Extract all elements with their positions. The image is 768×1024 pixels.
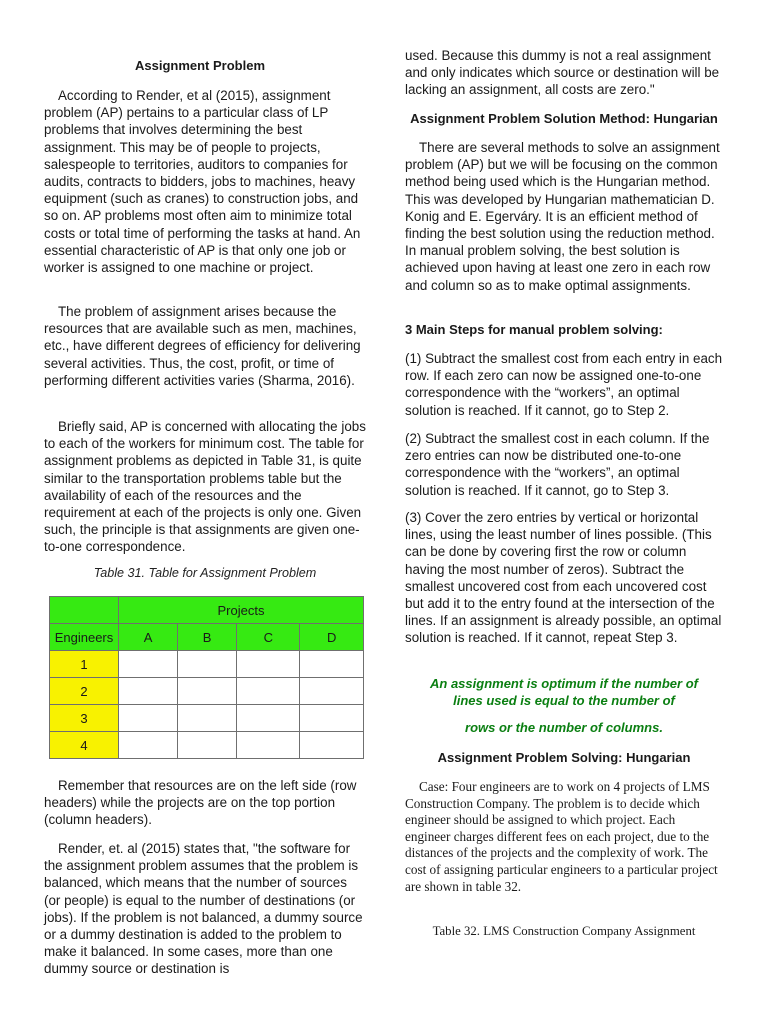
column-header-d: D: [300, 624, 364, 651]
table-corner-cell: [50, 597, 119, 624]
section-title-assignment-problem: Assignment Problem: [134, 58, 266, 73]
table-cell: [119, 651, 178, 678]
table-31-caption: Table 31. Table for Assignment Problem: [93, 566, 317, 580]
row-header-2: 2: [50, 678, 119, 705]
row-header-4: 4: [50, 732, 119, 759]
table-row: [50, 651, 364, 678]
table-cell: [178, 732, 237, 759]
table-cell: [237, 651, 300, 678]
engineers-header: Engineers: [50, 624, 119, 651]
row-header-1: 1: [50, 651, 119, 678]
table-cell: [178, 705, 237, 732]
table-cell: [119, 678, 178, 705]
table-cell: [237, 705, 300, 732]
step-1: (1) Subtract the smallest cost from each entry in each row. If each zero can now be assigned one-to-one correspondence with the “workers”, an optimal solution is reached. If it cannot, go to Step 2.: [405, 351, 723, 418]
row-header-3: 3: [50, 705, 119, 732]
table-cell: [300, 732, 364, 759]
heading-problem-solving: Assignment Problem Solving: Hungarian: [437, 750, 691, 765]
step-3: (3) Cover the zero entries by vertical or horizontal lines, using the least number of lines possible. (This can be done by covering first the row or column having the most number of zeros). Subtract the smallest uncovered cost from each uncovered cost but add it to the entry found at the intersection of the lines. If an assignment is already possible, an optimal solution is reached. If it cannot, repeat Step 3.: [405, 510, 722, 646]
table-row: [50, 705, 364, 732]
table-cell: [300, 705, 364, 732]
table-cell: [119, 705, 178, 732]
column-header-a: A: [119, 624, 178, 651]
optimum-note-line-1: An assignment is optimum if the number of lines used is equal to the number of: [430, 676, 698, 708]
heading-solution-method: Assignment Problem Solution Method: Hungarian: [410, 111, 718, 126]
column-header-c: C: [237, 624, 300, 651]
paragraph-remember: Remember that resources are on the left side (row headers) while the projects are on the top portion (column headers).: [44, 778, 357, 828]
table-cell: [237, 732, 300, 759]
table-cell: [119, 732, 178, 759]
table-cell: [237, 678, 300, 705]
table-32-caption: Table 32. LMS Construction Company Assignment: [432, 924, 696, 938]
paragraph-briefly-said: Briefly said, AP is concerned with allocating the jobs to each of the workers for minimum cost. The table for assignment problems as depicted in Table 31, is quite similar to the transportation problems table but the availability of each of the resources and the requirement at each of the projects is only one. Given such, the principle is that assignments are given one-to-one correspondence.: [44, 419, 366, 555]
table-cell: [178, 678, 237, 705]
step-2: (2) Subtract the smallest cost in each column. If the zero entries can now be distributed one-to-one correspondence with the “workers”, an optimal solution is reached. If it cannot, go to Step 3.: [405, 431, 710, 498]
paragraph-render-definition: According to Render, et al (2015), assignment problem (AP) pertains to a particular class of LP problems that involves determining the best assignment. This may be of people to projects, salespeople to territories, auditors to companies for audits, contracts to bidders, jobs to machines, heavy equipment (such as cranes) to construction jobs, and so on. AP problems most often aim to minimize total costs or total time of performing the tasks at hand. An essential characteristic of AP is that only one job or worker is assigned to one machine or project.: [44, 88, 361, 276]
paragraph-dummy-continued: used. Because this dummy is not a real assignment and only indicates which source or destination will be lacking an assignment, all costs are zero.": [405, 48, 720, 98]
optimum-note-line-2: rows or the number of columns.: [465, 720, 663, 735]
projects-header: Projects: [119, 597, 364, 624]
table-row: [50, 678, 364, 705]
assignment-table: [49, 596, 364, 759]
table-row: [50, 732, 364, 759]
paragraph-render-states: Render, et. al (2015) states that, "the software for the assignment problem assumes that the problem is balanced, which means that the number of sources (or people) is equal to the number of destinations (or jobs). If the problem is not balanced, a dummy source or a dummy destination is added to the problem to make it balanced. In some cases, more than one dummy source or destination is: [44, 841, 363, 977]
heading-main-steps: 3 Main Steps for manual problem solving:: [405, 322, 663, 337]
paragraph-hungarian-method: There are several methods to solve an assignment problem (AP) but we will be focusing on the common method being used which is the Hungarian method. This was developed by Hungarian mathematician D. Konig and E. Egerváry. It is an efficient method of finding the best solution using the reduction method. In manual problem solving, the best solution is achieved upon having at least one zero in each row and column so as to make optimal assignments.: [405, 140, 720, 293]
table-cell: [178, 651, 237, 678]
table-cell: [300, 678, 364, 705]
column-header-b: B: [178, 624, 237, 651]
paragraph-assignment-arises: The problem of assignment arises because the resources that are available such as men, machines, etc., have different degrees of efficiency for delivering several activities. Thus, the cost, profit, or time of performing different activities varies (Sharma, 2016).: [44, 304, 361, 388]
table-cell: [300, 651, 364, 678]
paragraph-case: Case: Four engineers are to work on 4 projects of LMS Construction Company. The problem is to decide which engineer should be assigned to which project. Each engineer charges different fees on each project, due to the distances of the projects and the complexity of work. The cost of assigning particular engineers to a particular project are shown in table 32.: [405, 779, 718, 894]
